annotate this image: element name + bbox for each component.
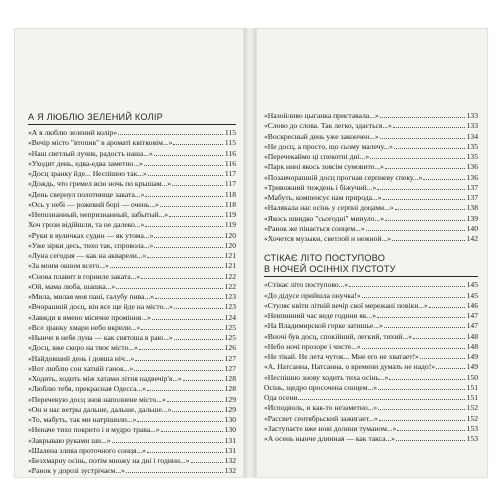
toc-entry-page: 127 [224,353,236,363]
toc-entry-page: 121 [224,251,236,260]
dot-leader [436,361,465,369]
toc-entry [28,445,236,455]
toc-entry-page: 152 [466,403,478,413]
toc-entry-title: «А я люблю зелений колір» [28,128,118,137]
toc-entry [28,394,236,404]
toc-entry-page: 132 [224,456,236,465]
dot-leader [378,382,465,390]
toc-entry-page: 134 [466,131,478,141]
toc-entry [264,192,478,202]
toc-entry [264,331,478,341]
toc-entry-title: «Налякала нас осінь у серпні доцами...» [264,203,394,213]
toc-entry-page: 119 [224,220,236,230]
toc-entry-page: 131 [224,435,236,445]
toc-entry [264,120,478,130]
toc-entry-page: 151 [466,393,478,402]
toc-entry-page: 142 [466,234,478,243]
toc-entry [264,382,478,392]
dot-leader [169,209,223,217]
toc-entry-title: «Луна сегодня — как на акварели...» [28,251,147,260]
toc-entry [28,250,236,260]
toc-entry-title: «Стуляє квіти літній вечір свої мережані повіки...» [264,300,428,310]
toc-entry-page: 145 [466,280,478,290]
toc-entry-title: «То, мабуть, так ми натрішили...» [28,415,137,424]
toc-entry-page: 123 [224,292,236,301]
toc-entry-page: 120 [224,240,236,250]
dot-leader [380,131,465,139]
toc-entry-title: «Мабуть, компенсує нам природа...» [264,193,382,202]
toc-entry [264,151,478,161]
toc-entry [264,341,478,351]
toc-entry-page: 128 [224,384,236,394]
toc-entry-page: 140 [466,223,478,233]
toc-entry-title: «До дідусе прийшла онучка!» [264,290,361,300]
toc-entry-title: «Мила, милая моя пані, галубу пива...» [28,292,155,301]
toc-entry-title: «Не тікай. Не лета чуток... Мне его не хватает!» [264,352,419,361]
dot-leader [174,332,223,340]
toc-entry [264,202,478,212]
toc-entry-page: 132 [224,466,236,476]
toc-entry [28,178,236,188]
toc-entry [28,332,236,342]
toc-entry-page: 137 [466,193,478,202]
toc-entry [264,172,478,182]
dot-leader [191,455,223,463]
toc-entry [28,158,236,168]
left-contents-column [28,112,236,476]
dot-leader [172,404,223,412]
toc-entry [28,301,236,311]
toc-entry-page: 135 [466,141,478,151]
dot-leader [396,433,465,441]
dot-leader [155,291,223,299]
toc-entry [28,373,236,383]
toc-entry [264,110,478,120]
left-entries-list [28,127,236,476]
toc-entry-page: 136 [466,162,478,172]
toc-entry-title: «Снова плавит в горниле заката...» [28,271,141,281]
dot-leader [173,137,223,145]
dot-leader [160,199,223,207]
toc-entry [264,310,478,320]
dot-leader [366,223,465,231]
toc-entry-title: «Ходить, ходить між хатами літня надвечір'я...» [28,374,182,383]
toc-entry [264,300,478,310]
toc-entry [28,404,236,414]
section-title-stikaie-lito [264,253,478,277]
toc-entry [264,279,478,289]
dot-leader [392,233,465,241]
toc-entry-title: «Хочется музыки, светлой и нежной...» [264,234,392,243]
right-entries-top-list [264,110,478,243]
toc-entry-title: «Неначе тихо покрито і я мудро трава...» [28,425,160,435]
toc-entry-title: «Вечір місто "втопив" в ароматі квітковім...» [28,138,173,148]
toc-entry-title: «Тривожний тиждень і бiжучий...» [264,182,377,192]
toc-entry [264,213,478,223]
toc-entry-title: «Исподволь, и как-то незаметно...» [264,403,378,413]
right-contents-column [264,110,478,443]
toc-entry-page: 135 [466,152,478,161]
toc-entry-page: 136 [466,172,478,182]
toc-entry-page: 126 [224,343,236,353]
dot-leader [378,402,465,410]
right-entries-bottom-list [264,279,478,443]
toc-entry-page: 115 [224,128,236,137]
dot-leader [174,301,223,309]
toc-entry [264,423,478,433]
dot-leader [429,300,465,308]
dot-leader [377,310,465,318]
toc-entry-page: 147 [466,311,478,320]
section-title-zelenyi-kolir [28,112,236,125]
dot-leader [384,320,465,328]
dot-leader [377,182,465,190]
dot-leader [154,230,223,238]
toc-entry-title: Хоч грози відійшли, та не далеко...» [28,220,145,230]
toc-entry-page: 131 [224,445,236,455]
toc-entry-page: 152 [466,413,478,423]
toc-entry-title: «Он и нас ветры дальше, дальше, дальше...» [28,404,172,414]
toc-entry [28,127,236,137]
dot-leader [134,363,223,371]
toc-entry [264,141,478,151]
toc-entry [264,223,478,233]
toc-entry-page: 149 [466,352,478,361]
dot-leader [145,189,223,197]
dot-leader [389,372,465,380]
toc-entry [28,199,236,209]
toc-entry-page: 121 [224,261,236,271]
dot-leader [370,151,465,159]
dot-leader [161,424,223,432]
dot-leader [362,290,465,298]
dot-leader [112,435,223,443]
toc-entry-title: «Закрываю руками ши...» [28,435,111,445]
dot-leader [110,260,223,268]
toc-entry [28,435,236,445]
toc-entry [28,148,236,158]
toc-entry-title: «За моим окном всего...» [28,261,109,271]
dot-leader [423,172,465,180]
toc-entry-page: 129 [224,404,236,414]
dot-leader [394,141,465,149]
toc-entry-page: 146 [466,300,478,310]
toc-entry-title: «Ранок же пінається сонцем...» [264,223,365,233]
dot-leader [147,383,223,391]
toc-entry [28,322,236,332]
toc-entry-title: Ода осени [264,393,298,402]
toc-entry-page: 119 [224,210,236,219]
toc-entry [264,392,478,402]
toc-entry-title: «Назойливо цыганка приставала...» [264,111,379,120]
dot-leader [147,445,223,453]
toc-entry-page: 122 [224,281,236,291]
dot-leader [148,168,223,176]
toc-entry [264,320,478,330]
toc-entry [28,189,236,199]
dot-leader [362,341,465,349]
toc-entry-title: «А, Натсанна, Натсанна, о времени думать не надо!» [264,362,436,372]
toc-entry [28,291,236,301]
toc-entry-title: «Рассвет сентябрьский зажигает...» [264,413,378,423]
toc-entry [28,240,236,250]
dot-leader [137,414,223,422]
dot-leader [183,373,223,381]
toc-entry-page: 117 [224,169,236,178]
toc-entry [264,361,478,371]
toc-entry-page: 147 [466,321,478,331]
toc-entry-title: «Ранок у дорозі зустрічаєм...» [28,466,125,476]
toc-entry-page: 145 [466,290,478,300]
toc-entry-title: «Парк нині якось зовсім сумовито...» [264,162,384,172]
section-title-text: А Я ЛЮБЛЮ ЗЕЛЕНИЙ КОЛІР [28,112,163,122]
toc-entry [28,383,236,393]
toc-entry [264,182,478,192]
toc-entry-page: 130 [224,415,236,424]
toc-entry-page: 137 [466,182,478,192]
toc-entry [28,342,236,352]
toc-entry-title: «Руки в вуличках судин — як утома...» [28,230,154,240]
toc-entry-page: 149 [466,362,478,372]
toc-entry-title: «Уходит день, едва-едва заметно...» [28,158,143,168]
dot-leader [380,110,465,118]
dot-leader [152,312,223,320]
dot-leader [395,202,465,210]
toc-entry-title: «Якось швидко "сьогодні" минуло...» [264,213,384,223]
toc-entry [28,230,236,240]
toc-entry-title: «Небо ночі прозоре і чисте...» [264,341,361,351]
toc-entry-page: 129 [224,394,236,404]
toc-entry [28,312,236,322]
dot-leader [383,192,465,200]
toc-entry-title: «На Владимирской горке затишье...» [264,321,383,331]
toc-entry-page: 118 [224,199,236,209]
toc-entry-page: 151 [466,382,478,392]
toc-entry-title: «Шалена злива проточного сонця...» [28,445,146,455]
toc-entry-title: «Непознанный, непризнанный, забытый...» [28,210,169,219]
toc-entry-title: «Воскресный день уже закончен...» [264,131,379,141]
toc-entry-title: «Вот люблю сон хатній ганок...» [28,363,134,373]
toc-entry-page: 148 [466,341,478,351]
toc-entry-page: 127 [224,363,236,373]
toc-entry [28,465,236,475]
dot-leader [167,394,223,402]
dot-leader [379,413,465,421]
dot-leader [135,353,223,361]
dot-leader [147,250,223,258]
toc-entry-title: «Наш светлый лучик, радость наша...» [28,148,153,158]
dot-leader [118,127,223,135]
toc-entry-title: «Безхмарну осінь, потім множу на дні і години...» [28,456,190,465]
dot-leader [145,219,223,227]
toc-entry-page: 117 [224,179,236,189]
toc-entry [28,363,236,373]
dot-leader [298,392,465,400]
toc-entry-title: «Уже зірки десь, тихо так, спровола...» [28,240,154,250]
toc-entry-page: 123 [224,302,236,312]
dot-leader [139,342,223,350]
toc-entry-title: «А осень нынче длинная — как такса...» [264,434,395,443]
toc-entry [264,433,478,443]
dot-leader [141,271,223,279]
toc-entry [28,137,236,147]
toc-entry [28,424,236,434]
toc-entry-title: «Досц зранку йде... Неспішно так...» [28,169,147,178]
toc-entry-page: 130 [224,425,236,435]
toc-entry-title: «Слово до слова. Так легко, здається...» [264,121,392,131]
dot-leader [126,465,223,473]
toc-entry-title: «Найдовший день і довша ніч...» [28,353,135,363]
dot-leader [385,161,465,169]
toc-entry-page: 116 [224,158,236,168]
toc-entry-page: 124 [224,312,236,322]
section-title-line-1: СТІКАЄ ЛІТО ПОСТУПОВО [264,253,386,264]
toc-entry-title: Осінь, щедро просочена сонцем...» [264,382,378,392]
dot-leader [144,158,223,166]
toc-entry [264,351,478,361]
toc-entry-page: 128 [224,374,236,383]
book-gutter [244,28,256,478]
toc-entry [264,372,478,382]
toc-entry-page: 115 [224,138,236,148]
dot-leader [397,423,465,431]
dot-leader [393,120,465,128]
toc-entry-title: «Дождь, что гремел всю ночь по крышам...» [28,179,172,189]
toc-entry [264,402,478,412]
toc-entry-title: «Неспішно знову ходить тиха осінь...» [264,372,389,382]
dot-leader [413,331,465,339]
toc-entry-title: «Перечекаймо ці спекотні дні...» [264,152,370,161]
toc-entry [28,281,236,291]
toc-entry-title: «Невпинний час веде години як...» [264,311,377,320]
toc-entry-page: 133 [466,111,478,120]
section-title-line-2: В НОЧЕЙ ОСІННІХ ПУСТОТУ [264,264,478,277]
toc-entry-page: 118 [224,189,236,199]
dot-leader [116,281,223,289]
section-gap [264,243,478,249]
toc-entry [28,219,236,229]
dot-leader [154,240,223,248]
dot-leader [141,322,223,330]
toc-entry [264,413,478,423]
toc-entry-title: «Досц, вже скоро на твоє місто...» [28,343,138,353]
toc-entry-page: 125 [224,322,236,332]
toc-entry-page: 150 [466,372,478,382]
toc-entry-title: «Вночі був досц, спокійний, легкий, тихий...» [264,331,413,341]
toc-entry-title: «Все зранку хмари небо вкрили...» [28,322,141,332]
toc-entry [28,414,236,424]
toc-entry [28,168,236,178]
toc-entry-title: «Позавчорашній досц прогнав серпневу спеку...» [264,172,423,182]
toc-entry [28,455,236,465]
toc-entry-title: «День свернул полотнище заката...» [28,189,145,199]
toc-entry [264,290,478,300]
left-page [14,28,244,478]
toc-entry [28,271,236,281]
toc-entry-title: «Вчорашній досц, він все ще йде на місто...» [28,302,173,312]
toc-entry-page: 122 [224,271,236,281]
toc-entry [28,209,236,219]
toc-entry-title: «Люблю тебя, прекрасная Одесса...» [28,384,147,394]
toc-entry-title: «Нынче в небе луна — как святоша в раю...» [28,333,173,342]
toc-entry-title: «Ось у небі — рожевий борі — очень...» [28,199,159,209]
dot-leader [385,213,465,221]
toc-entry-page: 125 [224,333,236,342]
toc-entry-page: 148 [466,331,478,341]
right-page [256,28,488,478]
toc-entry-title: «Заступаєте вже нові долини туманом...» [264,423,397,433]
toc-entry-title: «Стікає літо поступово...» [264,280,349,290]
toc-entry [264,161,478,171]
toc-entry-page: 133 [466,121,478,131]
dot-leader [154,148,223,156]
toc-entry-page: 153 [466,423,478,433]
toc-entry-page: 138 [466,203,478,213]
toc-entry-title: «Ой, мама люба, шашка...» [28,281,116,291]
toc-entry [264,233,478,243]
dot-leader [349,279,465,287]
toc-entry-title: «Завжди в ямено місячне проміння...» [28,312,151,322]
toc-entry-title: «Не досц, а просто, що сьому малечу...» [264,141,393,151]
toc-entry [28,353,236,363]
toc-entry-page: 153 [466,434,478,443]
dot-leader [420,351,465,359]
toc-entry-page: 116 [224,148,236,158]
toc-entry-title: «Перечекую досц знов наполнене місто...» [28,394,166,404]
toc-entry [28,260,236,270]
dot-leader [172,178,223,186]
toc-entry-page: 120 [224,230,236,240]
toc-entry [264,131,478,141]
toc-entry-page: 139 [466,213,478,223]
